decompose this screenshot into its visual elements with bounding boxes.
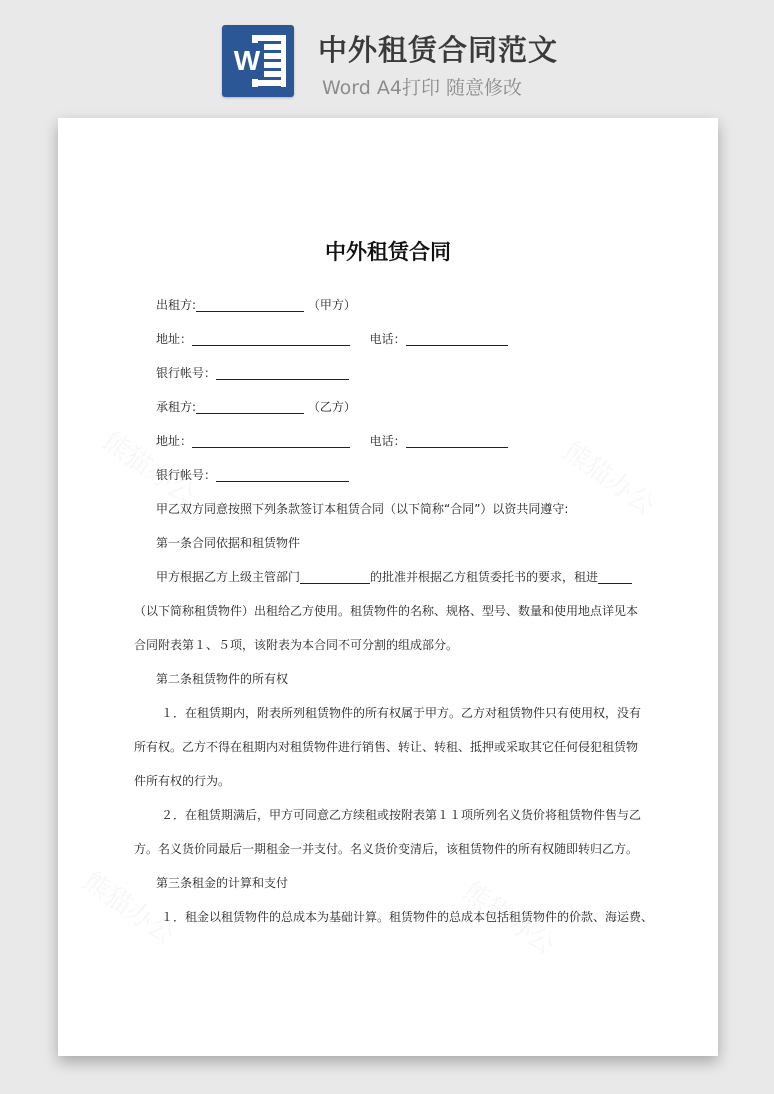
word-icon [222, 25, 294, 97]
word-letter: W [230, 43, 264, 79]
document-title: 中外租赁合同 [325, 240, 451, 264]
address-blank [192, 331, 350, 346]
phone-blank [406, 433, 508, 448]
lessor-blank [196, 297, 304, 312]
bank-blank [216, 365, 349, 380]
lessor-party: （甲方） [307, 298, 356, 312]
article-1-title: 第一条合同依据和租赁物件 [156, 536, 301, 550]
article-2-clause-1-line-1: １．在租赁期内，附表所列租赁物件的所有权属于甲方。乙方对租赁物件只有使用权，没有 [161, 706, 642, 720]
intro-paragraph: 甲乙双方同意按照下列条款签订本租赁合同（以下简称“合同”）以资共同遵守: [156, 502, 569, 516]
department-blank [300, 569, 370, 584]
article-2-clause-2-line-2: 方。名义货价同最后一期租金一并支付。名义货价变清后，该租赁物件的所有权随即转归乙方。 [134, 842, 639, 856]
document-page [58, 118, 718, 1056]
article-2-clause-2-line-1: ２．在租赁期满后，甲方可同意乙方续租或按附表第１１项所列名义货价将租赁物件售与乙 [161, 808, 642, 822]
article-2-clause-1-line-2: 所有权。乙方不得在租期内对租赁物件进行销售、转让、转租、抵押或采取其它任何侵犯租赁物 [134, 740, 639, 754]
article-1-text-a: 甲方根据乙方上级主管部门 [156, 570, 301, 584]
lessee-blank [196, 399, 304, 414]
phone-blank [406, 331, 508, 346]
lessor-line [156, 296, 356, 313]
watermark [557, 432, 663, 522]
lessee-address-line [156, 432, 508, 449]
lessee-bank-line [156, 466, 349, 483]
lessee-label: 承租方: [156, 400, 197, 414]
item-blank [598, 569, 632, 584]
lessor-bank-line [156, 364, 349, 381]
bank-label: 银行帐号： [156, 366, 217, 380]
lessee-line [156, 398, 356, 415]
address-blank [192, 433, 350, 448]
article-1-line-3: 合同附表第１、５项，该附表为本合同不可分割的组成部分。 [134, 638, 459, 652]
address-label: 地址： [156, 434, 193, 448]
bank-blank [216, 467, 349, 482]
bank-label: 银行帐号： [156, 468, 217, 482]
address-label: 地址： [156, 332, 193, 346]
article-2-title: 第二条租赁物件的所有权 [156, 672, 289, 686]
lessor-label: 出租方: [156, 298, 197, 312]
article-1-line-2: （以下简称租赁物件）出租给乙方使用。租赁物件的名称、规格、型号、数量和使用地点详见本 [134, 604, 639, 618]
page-header [0, 0, 774, 118]
article-1-text-b: 的批准并根据乙方租赁委托书的要求，租进 [370, 570, 599, 584]
phone-label: 电话： [369, 434, 406, 448]
article-3-clause-1-line-1: １．租金以租赁物件的总成本为基础计算。租赁物件的总成本包括租赁物件的价款、海运费、 [161, 910, 654, 924]
lessor-address-line [156, 330, 508, 347]
phone-label: 电话： [369, 332, 406, 346]
article-1-line-1 [156, 568, 632, 585]
article-3-title: 第三条租金的计算和支付 [156, 876, 289, 890]
lessee-party: （乙方） [307, 400, 356, 414]
header-subtitle: Word A4打印 随意修改 [322, 77, 523, 99]
article-2-clause-1-line-3: 件所有权的行为。 [134, 774, 231, 788]
header-title: 中外租赁合同范文 [318, 33, 559, 67]
